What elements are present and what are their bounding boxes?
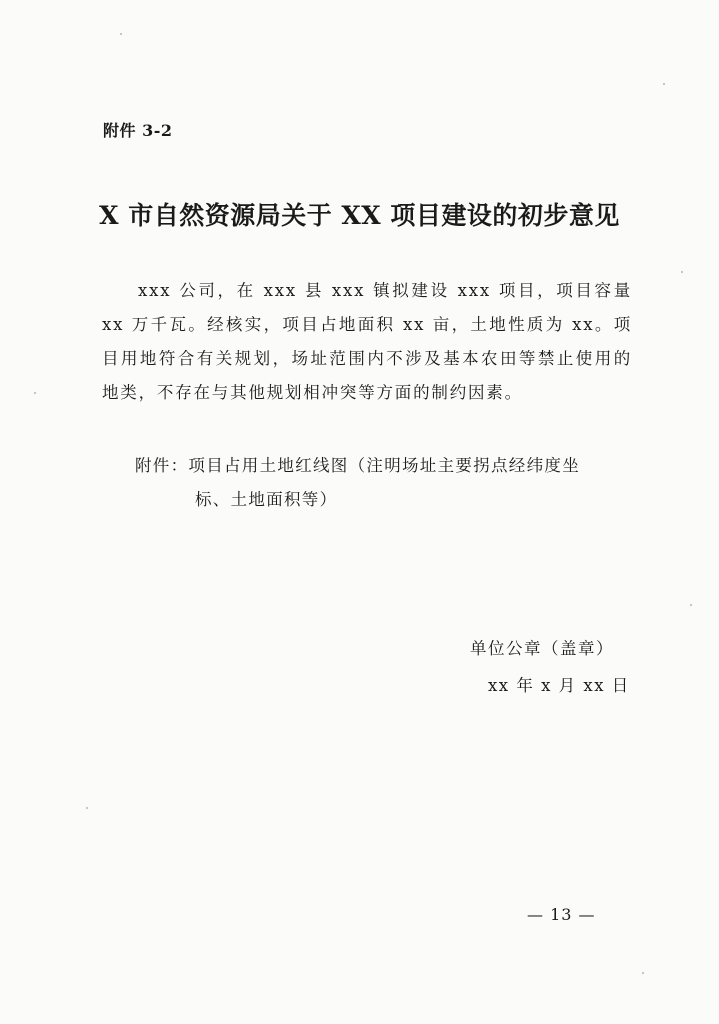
- body-paragraph: xxx 公司，在 xxx 县 xxx 镇拟建设 xxx 项目，项目容量 xx 万千瓦。经核实，项目占地面积 xx 亩，土地性质为 xx。项目用地符合有关规划，场址范围内不涉及基本农田等禁止使用的地类，不存在与其他规划相冲突等方面的制约因素。: [102, 281, 632, 402]
- scan-speck: [34, 392, 36, 394]
- scan-speck: [681, 271, 683, 273]
- scan-speck: [690, 604, 692, 606]
- seal-line: 单位公章（盖章）: [470, 639, 614, 658]
- attachment-note-line-1: 附件：项目占用土地红线图（注明场址主要拐点经纬度坐: [135, 456, 580, 475]
- scan-speck: [86, 807, 88, 809]
- page-number: — 13 —: [527, 905, 596, 924]
- scan-speck: [120, 33, 122, 35]
- scan-speck: [663, 83, 665, 85]
- attachment-label: 附件 3-2: [103, 121, 173, 140]
- attachment-note: [135, 449, 640, 517]
- date-line: xx 年 x 月 xx 日: [488, 676, 630, 695]
- scan-speck: [642, 972, 644, 974]
- document-title: X 市自然资源局关于 XX 项目建设的初步意见: [99, 201, 620, 230]
- attachment-note-line-2: 标、土地面积等）: [195, 490, 338, 509]
